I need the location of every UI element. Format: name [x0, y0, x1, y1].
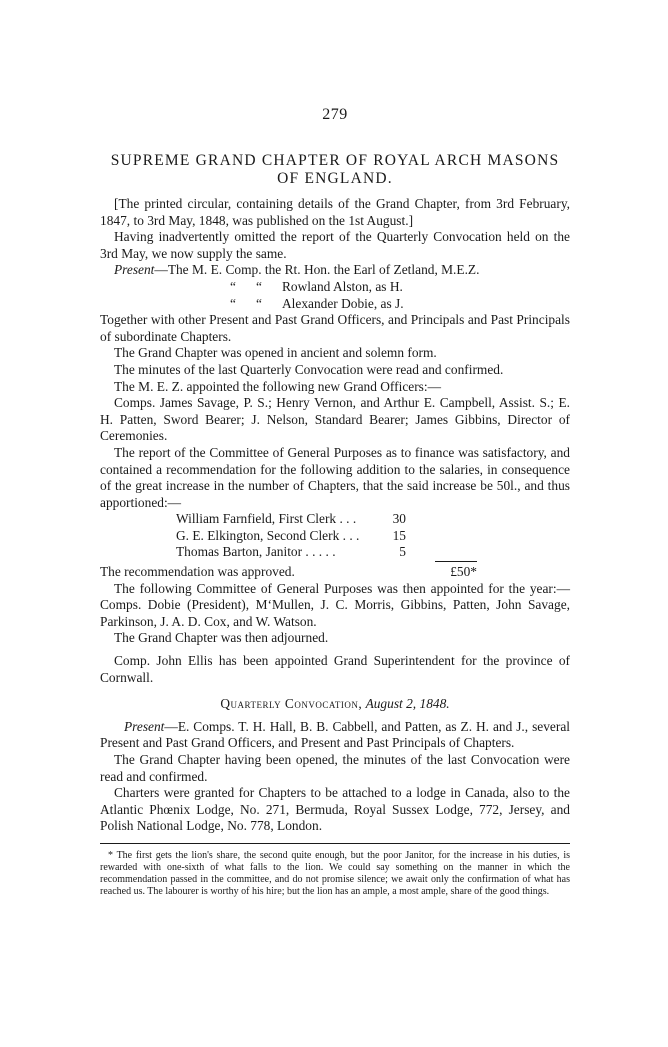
ellis-paragraph: Comp. John Ellis has been appointed Grand Superintendent for the province of Cornwall.	[100, 653, 570, 685]
convocation-label: Quarterly Convocation,	[220, 696, 363, 712]
present-h: Rowland Alston, as H.	[282, 278, 403, 294]
chapter-title-line1: SUPREME GRAND CHAPTER OF ROYAL ARCH MASONS	[110, 152, 560, 169]
table-row	[176, 511, 406, 528]
minutes-paragraph: The minutes of the last Quarterly Convocation were read and confirmed.	[114, 361, 504, 377]
chapter-title-line2: OF ENGLAND.	[277, 170, 393, 187]
opened2-paragraph: The Grand Chapter having been opened, the minutes of the last Convocation were read and confirmed.	[100, 752, 570, 784]
convocation-date: August 2, 1848.	[365, 696, 450, 712]
omission-paragraph: Having inadvertently omitted the report of the Quarterly Convocation held on the 3rd May, we now supply the same.	[100, 229, 570, 261]
present-label: Present	[114, 262, 155, 278]
chapter-title	[100, 152, 570, 188]
committee-paragraph: The following Committee of General Purposes was then appointed for the year:—Comps. Dobie (President), M‘Mullen, J. C. Morris, Gibbins, Patten, John Savage, Parkinson, J. A. D. Cox, and W. Watson.	[100, 580, 570, 629]
present-line-j	[100, 296, 570, 313]
ditto-marks: “ “	[230, 278, 262, 294]
footnote-rule	[100, 843, 570, 844]
recommendation-text: The recommendation was approved.	[100, 564, 295, 580]
appointed-paragraph: The M. E. Z. appointed the following new Grand Officers:—	[114, 378, 441, 394]
page-number: 279	[322, 106, 348, 123]
comps-paragraph: Comps. James Savage, P. S.; Henry Vernon, and Arthur E. Campbell, Assist. S.; E. H. Patten, Sword Bearer; J. Nelson, Standard Bearer; James Gibbins, Director of Ceremonies.	[100, 395, 570, 444]
salary-table	[176, 511, 406, 561]
report-paragraph: The report of the Committee of General Purposes as to finance was satisfactory, and contained a recommendation for the following addition to the salaries, in consequence of the great increase in the number of Chapters, that the said increase be 50l., and thus apportioned:—	[100, 444, 570, 510]
total-rule	[435, 561, 477, 562]
charters-paragraph: Charters were granted for Chapters to be attached to a lodge in Canada, also to the Atlantic Phœnix Lodge, No. 271, Bermuda, Royal Sussex Lodge, 772, Jersey, and Polish National Lodge, No. 778, London.	[100, 785, 570, 834]
recommendation-row	[100, 564, 570, 581]
salary-name: William Farnfield, First Clerk . . .	[176, 511, 357, 527]
footnote: * The first gets the lion's share, the second quite enough, but the poor Janitor, for the increase in his duties, is rewarded with one-sixth of what falls to the lion. We could say something on the manner in which the recommendation passed in the committee, and do not promise silence; we await only the confirmation of what has reached us. The labourer is worthy of his hire; but the lion has an ample, a most ample, share of the good things.	[100, 849, 570, 897]
adjourned-paragraph: The Grand Chapter was then adjourned.	[114, 630, 329, 646]
convocation-heading	[100, 696, 570, 713]
salary-name: G. E. Elkington, Second Clerk . . .	[176, 527, 360, 543]
present2-paragraph	[100, 719, 570, 752]
present-main: —The M. E. Comp. the Rt. Hon. the Earl of Zetland, M.E.Z.	[154, 262, 480, 278]
present2-text: —E. Comps. T. H. Hall, B. B. Cabbell, and Patten, as Z. H. and J., several Present and Past Grand Officers, and Present and Past Principals of Chapters.	[100, 718, 570, 751]
salary-name: Thomas Barton, Janitor . . . . .	[176, 544, 336, 560]
table-row	[176, 528, 406, 545]
intro-paragraph: [The printed circular, containing details of the Grand Chapter, from 3rd February, 1847, to 3rd May, 1848, was published on the 1st August.]	[100, 196, 570, 228]
ditto-marks: “ “	[230, 295, 262, 311]
table-row	[176, 544, 406, 561]
together-paragraph: Together with other Present and Past Grand Officers, and Principals and Past Principals of subordinate Chapters.	[100, 312, 570, 344]
article-body	[100, 196, 570, 898]
opened-paragraph: The Grand Chapter was opened in ancient and solemn form.	[114, 345, 437, 361]
salary-amount: 5	[399, 544, 406, 560]
salary-amount: 30	[392, 511, 406, 527]
present-j: Alexander Dobie, as J.	[282, 295, 404, 311]
present-paragraph	[100, 262, 570, 279]
recommendation-total: £50*	[450, 564, 477, 580]
salary-amount: 15	[392, 527, 406, 543]
spacer	[100, 686, 570, 696]
present2-label: Present	[124, 718, 165, 734]
present-line-h	[100, 279, 570, 296]
